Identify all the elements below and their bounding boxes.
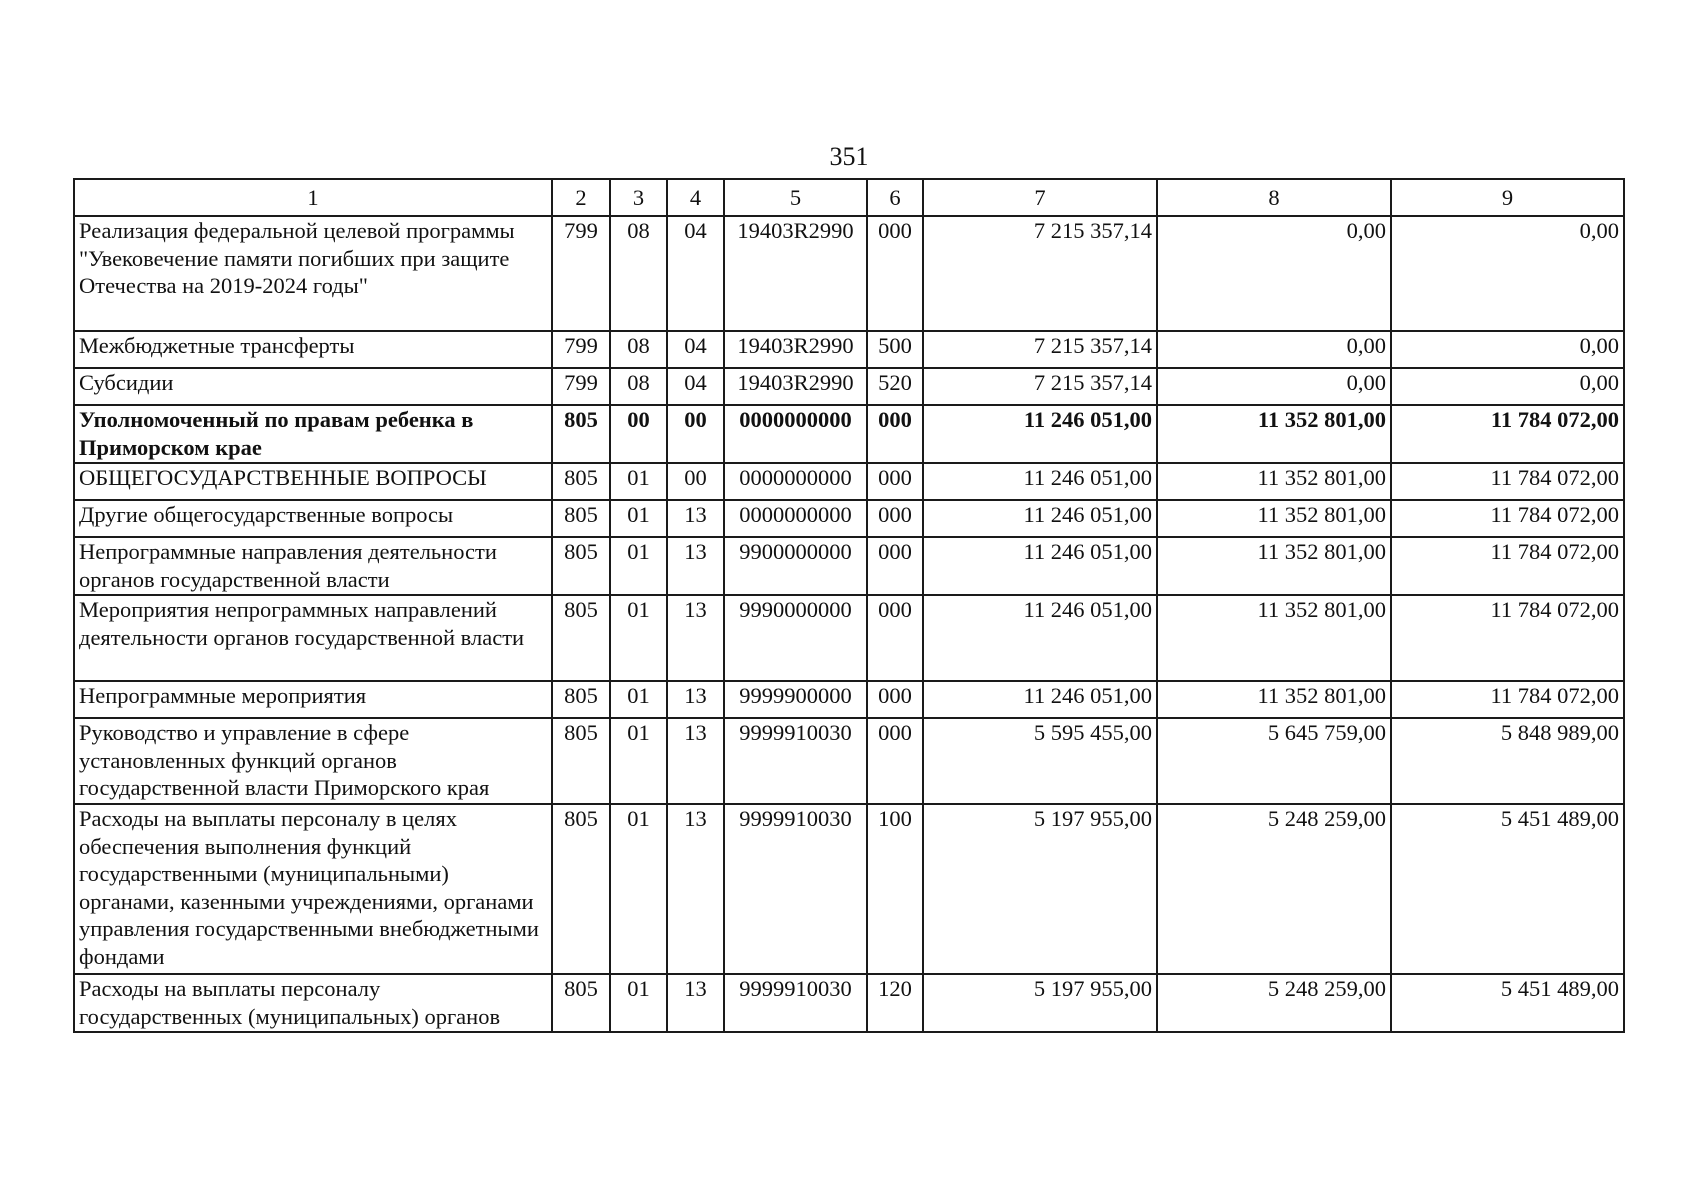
amount-cell: 7 215 357,14 bbox=[923, 368, 1157, 405]
row-name: Непрограммные направления деятельности органов государственной власти bbox=[74, 537, 552, 595]
row-name: Уполномоченный по правам ребенка в Приморском крае bbox=[74, 405, 552, 463]
code-cell: 01 bbox=[610, 681, 667, 718]
amount-cell: 11 784 072,00 bbox=[1391, 681, 1624, 718]
header-cell: 6 bbox=[867, 179, 923, 216]
amount-cell: 11 246 051,00 bbox=[923, 463, 1157, 500]
code-cell: 9999910030 bbox=[724, 974, 867, 1032]
header-cell: 7 bbox=[923, 179, 1157, 216]
amount-cell: 7 215 357,14 bbox=[923, 331, 1157, 368]
code-cell: 13 bbox=[667, 718, 724, 804]
code-cell: 0000000000 bbox=[724, 405, 867, 463]
code-cell: 04 bbox=[667, 331, 724, 368]
code-cell: 000 bbox=[867, 537, 923, 595]
amount-cell: 5 848 989,00 bbox=[1391, 718, 1624, 804]
amount-cell: 11 246 051,00 bbox=[923, 595, 1157, 681]
code-cell: 0000000000 bbox=[724, 500, 867, 537]
code-cell: 805 bbox=[552, 405, 610, 463]
amount-cell: 0,00 bbox=[1391, 216, 1624, 331]
code-cell: 01 bbox=[610, 718, 667, 804]
code-cell: 805 bbox=[552, 463, 610, 500]
code-cell: 000 bbox=[867, 405, 923, 463]
code-cell: 13 bbox=[667, 804, 724, 974]
row-name: Другие общегосударственные вопросы bbox=[74, 500, 552, 537]
code-cell: 08 bbox=[610, 331, 667, 368]
code-cell: 01 bbox=[610, 463, 667, 500]
row-name: Непрограммные мероприятия bbox=[74, 681, 552, 718]
code-cell: 01 bbox=[610, 595, 667, 681]
table-row bbox=[74, 804, 1624, 974]
table-row bbox=[74, 331, 1624, 368]
amount-cell: 11 352 801,00 bbox=[1157, 537, 1391, 595]
amount-cell: 11 246 051,00 bbox=[923, 681, 1157, 718]
row-name: Межбюджетные трансферты bbox=[74, 331, 552, 368]
row-name: Руководство и управление в сфере установленных функций органов государственной власти Приморского края bbox=[74, 718, 552, 804]
amount-cell: 0,00 bbox=[1157, 331, 1391, 368]
code-cell: 000 bbox=[867, 463, 923, 500]
code-cell: 13 bbox=[667, 974, 724, 1032]
header-cell: 9 bbox=[1391, 179, 1624, 216]
amount-cell: 11 784 072,00 bbox=[1391, 500, 1624, 537]
code-cell: 100 bbox=[867, 804, 923, 974]
code-cell: 120 bbox=[867, 974, 923, 1032]
amount-cell: 5 197 955,00 bbox=[923, 804, 1157, 974]
row-name: Мероприятия непрограммных направлений деятельности органов государственной власти bbox=[74, 595, 552, 681]
amount-cell: 11 784 072,00 bbox=[1391, 537, 1624, 595]
amount-cell: 5 451 489,00 bbox=[1391, 974, 1624, 1032]
row-name: ОБЩЕГОСУДАРСТВЕННЫЕ ВОПРОСЫ bbox=[74, 463, 552, 500]
code-cell: 805 bbox=[552, 500, 610, 537]
code-cell: 00 bbox=[667, 405, 724, 463]
amount-cell: 5 451 489,00 bbox=[1391, 804, 1624, 974]
code-cell: 799 bbox=[552, 216, 610, 331]
amount-cell: 0,00 bbox=[1157, 368, 1391, 405]
code-cell: 805 bbox=[552, 595, 610, 681]
code-cell: 000 bbox=[867, 216, 923, 331]
amount-cell: 5 645 759,00 bbox=[1157, 718, 1391, 804]
code-cell: 500 bbox=[867, 331, 923, 368]
amount-cell: 11 352 801,00 bbox=[1157, 500, 1391, 537]
code-cell: 00 bbox=[610, 405, 667, 463]
amount-cell: 11 246 051,00 bbox=[923, 405, 1157, 463]
code-cell: 01 bbox=[610, 804, 667, 974]
amount-cell: 0,00 bbox=[1391, 368, 1624, 405]
row-name: Расходы на выплаты персоналу государственных (муниципальных) органов bbox=[74, 974, 552, 1032]
code-cell: 01 bbox=[610, 974, 667, 1032]
code-cell: 000 bbox=[867, 718, 923, 804]
code-cell: 9999910030 bbox=[724, 804, 867, 974]
header-cell: 5 bbox=[724, 179, 867, 216]
code-cell: 13 bbox=[667, 595, 724, 681]
code-cell: 9900000000 bbox=[724, 537, 867, 595]
table-row bbox=[74, 595, 1624, 681]
header-cell: 1 bbox=[74, 179, 552, 216]
code-cell: 0000000000 bbox=[724, 463, 867, 500]
table-row bbox=[74, 368, 1624, 405]
code-cell: 799 bbox=[552, 331, 610, 368]
amount-cell: 11 352 801,00 bbox=[1157, 405, 1391, 463]
amount-cell: 11 246 051,00 bbox=[923, 500, 1157, 537]
header-cell: 8 bbox=[1157, 179, 1391, 216]
table-row bbox=[74, 974, 1624, 1032]
code-cell: 19403R2990 bbox=[724, 331, 867, 368]
code-cell: 04 bbox=[667, 368, 724, 405]
table-row bbox=[74, 681, 1624, 718]
code-cell: 805 bbox=[552, 974, 610, 1032]
code-cell: 01 bbox=[610, 537, 667, 595]
row-name: Субсидии bbox=[74, 368, 552, 405]
code-cell: 000 bbox=[867, 595, 923, 681]
code-cell: 13 bbox=[667, 500, 724, 537]
table-row bbox=[74, 537, 1624, 595]
code-cell: 13 bbox=[667, 681, 724, 718]
header-row bbox=[74, 179, 1624, 216]
table-row bbox=[74, 216, 1624, 331]
code-cell: 805 bbox=[552, 681, 610, 718]
code-cell: 805 bbox=[552, 804, 610, 974]
page-number: 351 bbox=[829, 142, 869, 171]
row-name: Расходы на выплаты персоналу в целях обеспечения выполнения функций государственными (муниципальными) органами, казенными учреждениями, органами управления государственными внебюджетными фондами bbox=[74, 804, 552, 974]
header-cell: 4 bbox=[667, 179, 724, 216]
amount-cell: 11 246 051,00 bbox=[923, 537, 1157, 595]
amount-cell: 5 595 455,00 bbox=[923, 718, 1157, 804]
code-cell: 04 bbox=[667, 216, 724, 331]
code-cell: 805 bbox=[552, 537, 610, 595]
header-cell: 2 bbox=[552, 179, 610, 216]
code-cell: 00 bbox=[667, 463, 724, 500]
code-cell: 19403R2990 bbox=[724, 368, 867, 405]
code-cell: 9990000000 bbox=[724, 595, 867, 681]
amount-cell: 11 784 072,00 bbox=[1391, 595, 1624, 681]
code-cell: 000 bbox=[867, 681, 923, 718]
amount-cell: 0,00 bbox=[1391, 331, 1624, 368]
row-name: Реализация федеральной целевой программы "Увековечение памяти погибших при защите Отечества на 2019-2024 годы" bbox=[74, 216, 552, 331]
code-cell: 13 bbox=[667, 537, 724, 595]
amount-cell: 11 784 072,00 bbox=[1391, 405, 1624, 463]
amount-cell: 7 215 357,14 bbox=[923, 216, 1157, 331]
amount-cell: 5 248 259,00 bbox=[1157, 974, 1391, 1032]
code-cell: 08 bbox=[610, 216, 667, 331]
code-cell: 08 bbox=[610, 368, 667, 405]
code-cell: 01 bbox=[610, 500, 667, 537]
table-row bbox=[74, 405, 1624, 463]
table-row bbox=[74, 718, 1624, 804]
code-cell: 805 bbox=[552, 718, 610, 804]
code-cell: 520 bbox=[867, 368, 923, 405]
amount-cell: 5 248 259,00 bbox=[1157, 804, 1391, 974]
table-row bbox=[74, 500, 1624, 537]
code-cell: 000 bbox=[867, 500, 923, 537]
budget-table bbox=[73, 178, 1625, 1033]
amount-cell: 11 784 072,00 bbox=[1391, 463, 1624, 500]
code-cell: 19403R2990 bbox=[724, 216, 867, 331]
code-cell: 9999900000 bbox=[724, 681, 867, 718]
code-cell: 9999910030 bbox=[724, 718, 867, 804]
table-row bbox=[74, 463, 1624, 500]
amount-cell: 11 352 801,00 bbox=[1157, 595, 1391, 681]
code-cell: 799 bbox=[552, 368, 610, 405]
amount-cell: 11 352 801,00 bbox=[1157, 463, 1391, 500]
amount-cell: 5 197 955,00 bbox=[923, 974, 1157, 1032]
amount-cell: 0,00 bbox=[1157, 216, 1391, 331]
header-cell: 3 bbox=[610, 179, 667, 216]
amount-cell: 11 352 801,00 bbox=[1157, 681, 1391, 718]
